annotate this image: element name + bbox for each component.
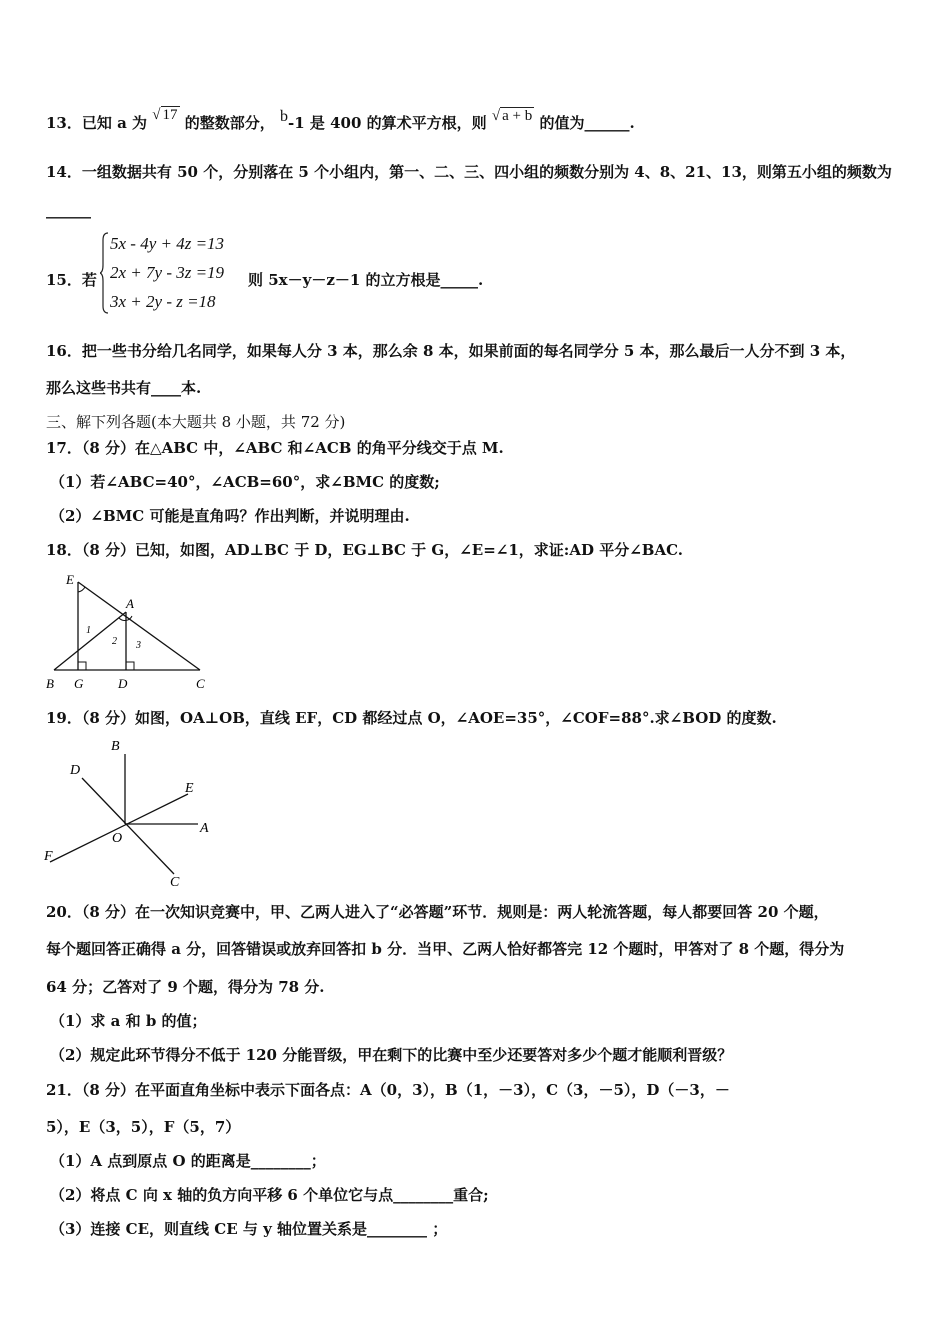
label-a: A	[126, 596, 134, 611]
question-17: 17．（8 分）在△ABC 中，∠ABC 和∠ACB 的角平分线交于点 M.	[46, 439, 504, 457]
label-a: A	[200, 821, 209, 836]
question-17-sub1: （1）若∠ABC=40°，∠ACB=60°，求∠BMC 的度数;	[50, 473, 440, 491]
equation-2: 2x + 7y - 3z =19	[110, 263, 225, 282]
question-20-sub2: （2）规定此环节得分不低于 120 分能晋级，甲在剩下的比赛中至少还要答对多少个题才能顺利晋级？	[50, 1046, 733, 1064]
label-o: O	[112, 831, 123, 846]
label-e: E	[66, 572, 74, 587]
label-angle-3: 3	[136, 640, 141, 651]
label-angle-2: 2	[112, 636, 117, 647]
right-angle-d	[126, 662, 134, 670]
right-angle-g	[78, 662, 86, 670]
question-21-sub3: （3）连接 CE，则直线 CE 与 y 轴位置关系是________ ；	[50, 1220, 448, 1238]
label-angle-1: 1	[86, 625, 91, 636]
question-20-line3: 64 分；乙答对了 9 个题，得分为 78 分.	[46, 978, 325, 996]
label-c: C	[170, 875, 180, 890]
question-17-sub2: （2）∠BMC 可能是直角吗？作出判断，并说明理由.	[50, 507, 410, 525]
question-18: 18．（8 分）已知，如图，AD⊥BC 于 D，EG⊥BC 于 G，∠E=∠1，求证:AD 平分∠BAC.	[46, 541, 683, 559]
label-e: E	[185, 781, 194, 796]
label-g: G	[74, 676, 84, 691]
question-16-line1: 16．把一些书分给几名同学，如果每人分 3 本，那么余 8 本，如果前面的每名同学分 5 本，那么最后一人分不到 3 本，	[46, 342, 856, 360]
figure-18-triangle	[40, 570, 220, 695]
question-20-line2: 每个题回答正确得 a 分，回答错误或放弃回答扣 b 分．当甲、乙两人恰好都答完 12 个题时，甲答对了 8 个题，得分为	[46, 940, 845, 958]
question-13: 13．已知 a 为 √ 17 的整数部分， b-1 是 400 的算术平方根，则 √ a + b 的值为______.	[46, 107, 635, 132]
line-cd	[82, 778, 174, 874]
sqrt-17: √ 17	[152, 107, 178, 123]
label-c: C	[196, 676, 205, 691]
equation-3: 3x + 2y - z =18	[110, 292, 216, 311]
system-brace	[100, 232, 110, 314]
label-f: F	[44, 849, 53, 864]
label-b: B	[46, 676, 54, 691]
equation-1: 5x - 4y + 4z =13	[110, 234, 225, 253]
question-21-sub2: （2）将点 C 向 x 轴的负方向平移 6 个单位它与点________重合;	[50, 1186, 489, 1204]
sqrt-a-plus-b: √ a + b	[491, 108, 533, 124]
question-19: 19．（8 分）如图，OA⊥OB，直线 EF，CD 都经过点 O，∠AOE=35°，∠COF=88°.求∠BOD 的度数.	[46, 709, 777, 727]
line-ec	[78, 582, 200, 670]
question-14-blank: ______	[46, 201, 91, 219]
label-d: D	[118, 676, 128, 691]
question-14-line1: 14．一组数据共有 50 个，分别落在 5 个小组内，第一、二、三、四小组的频数分别为 4、8、21、13，则第五小组的频数为	[46, 163, 892, 181]
section-3-heading: 三、解下列各题(本大题共 8 小题，共 72 分)	[46, 413, 346, 431]
question-15-number: 15．若	[46, 271, 97, 289]
label-b: B	[111, 739, 120, 754]
angle-arc-e	[78, 587, 85, 592]
line-ef	[50, 794, 188, 862]
question-21-line1: 21．（8 分）在平面直角坐标中表示下面各点：A（0，3），B（1，－3），C（3，－5），D（－3，－	[46, 1081, 730, 1099]
label-d: D	[70, 763, 81, 778]
question-20-line1: 20．（8 分）在一次知识竞赛中，甲、乙两人进入了“必答题”环节．规则是：两人轮流答题，每人都要回答 20 个题，	[46, 903, 829, 921]
question-21-sub1: （1）A 点到原点 O 的距离是________；	[50, 1152, 326, 1170]
figure-19-lines	[40, 734, 230, 894]
question-16-line2: 那么这些书共有____本.	[46, 379, 202, 397]
question-21-line2: 5），E（3，5），F（5，7）	[46, 1118, 241, 1136]
question-15-tail: 则 5x－y－z－1 的立方根是_____.	[248, 271, 484, 289]
question-20-sub1: （1）求 a 和 b 的值；	[50, 1012, 207, 1030]
